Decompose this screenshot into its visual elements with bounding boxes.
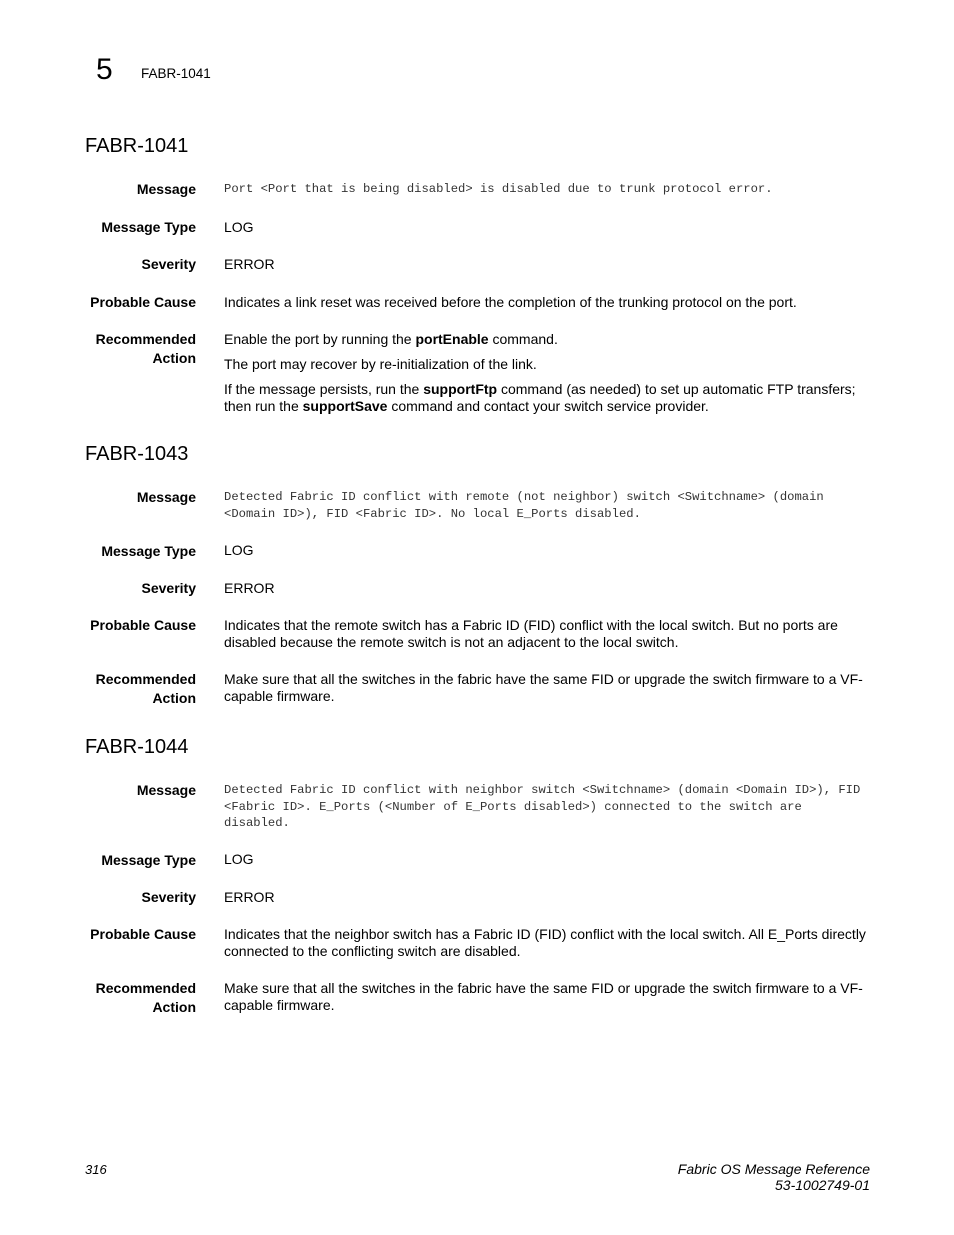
label-message: Message: [136, 181, 196, 197]
label-action: Action: [152, 690, 196, 706]
document-number: 53-1002749-01: [775, 1177, 870, 1193]
action-text: If the message persists, run the: [224, 381, 424, 397]
page-number: 316: [85, 1162, 107, 1177]
message-type-value: LOG: [224, 542, 254, 558]
message-type-value: LOG: [224, 851, 254, 867]
action-paragraph: [224, 331, 874, 348]
label-severity: Severity: [141, 256, 196, 272]
command-name: supportFtp: [423, 381, 498, 397]
severity-value: ERROR: [224, 889, 275, 905]
label-message: Message: [136, 489, 196, 505]
label-probable-cause: Probable Cause: [90, 294, 196, 310]
document-title: Fabric OS Message Reference: [677, 1161, 870, 1177]
label-probable-cause: Probable Cause: [90, 617, 196, 633]
footer-doc-info: [678, 1161, 870, 1193]
recommended-action-value: Make sure that all the switches in the fabric have the same FID or upgrade the switch firmware to a VF-capable firmware.: [224, 671, 863, 704]
label-message-type: Message Type: [101, 219, 196, 235]
message-text: Detected Fabric ID conflict with remote (not neighbor) switch <Switchname> (domain <Domain ID>), FID <Fabric ID>. No local E_Ports disabled.: [224, 490, 832, 521]
section-title: FABR-1041: [85, 135, 189, 157]
message-text: Port <Port that is being disabled> is disabled due to trunk protocol error.: [224, 182, 773, 196]
section-title: FABR-1044: [85, 736, 189, 758]
label-action: Action: [152, 350, 196, 366]
label-recommended-action: [66, 330, 196, 368]
probable-cause-value: Indicates a link reset was received before the completion of the trunking protocol on the port.: [224, 294, 797, 310]
running-header-title: FABR-1041: [141, 66, 211, 81]
label-message: Message: [136, 782, 196, 798]
recommended-action-value: [224, 331, 874, 415]
label-action: Action: [152, 999, 196, 1015]
label-recommended-action: [66, 670, 196, 708]
label-message-type: Message Type: [101, 543, 196, 559]
label-severity: Severity: [141, 580, 196, 596]
probable-cause-value: Indicates that the remote switch has a Fabric ID (FID) conflict with the local switch. But no ports are disabled because the remote switch is not an adjacent to the local switch.: [224, 617, 838, 650]
label-recommended: Recommended: [95, 980, 196, 996]
command-name: supportSave: [302, 398, 388, 414]
action-text: command and contact your switch service provider.: [387, 398, 709, 414]
command-name: portEnable: [415, 331, 489, 347]
message-type-value: LOG: [224, 219, 254, 235]
action-text: command.: [488, 331, 558, 347]
action-text: command (as needed) to set up automatic FTP transfers; then run the: [224, 381, 856, 414]
section-title: FABR-1043: [85, 443, 189, 465]
severity-value: ERROR: [224, 256, 275, 272]
chapter-number: 5: [96, 53, 113, 86]
label-recommended: Recommended: [95, 671, 196, 687]
action-paragraph: The port may recover by re-initialization of the link.: [224, 356, 537, 372]
severity-value: ERROR: [224, 580, 275, 596]
label-probable-cause: Probable Cause: [90, 926, 196, 942]
message-text: Detected Fabric ID conflict with neighbor switch <Switchname> (domain <Domain ID>), FID <Fabric ID>. E_Ports (<Number of E_Ports disabled>) connected to the switch are disabled.: [224, 783, 868, 830]
action-paragraph: [224, 381, 874, 415]
probable-cause-value: Indicates that the neighbor switch has a Fabric ID (FID) conflict with the local switch. All E_Ports directly connected to the conflicting switch are disabled.: [224, 926, 866, 959]
action-text: Enable the port by running the: [224, 331, 416, 347]
label-severity: Severity: [141, 889, 196, 905]
label-recommended: Recommended: [95, 331, 196, 347]
label-message-type: Message Type: [101, 852, 196, 868]
label-recommended-action: [66, 979, 196, 1017]
recommended-action-value: Make sure that all the switches in the fabric have the same FID or upgrade the switch firmware to a VF-capable firmware.: [224, 980, 863, 1013]
